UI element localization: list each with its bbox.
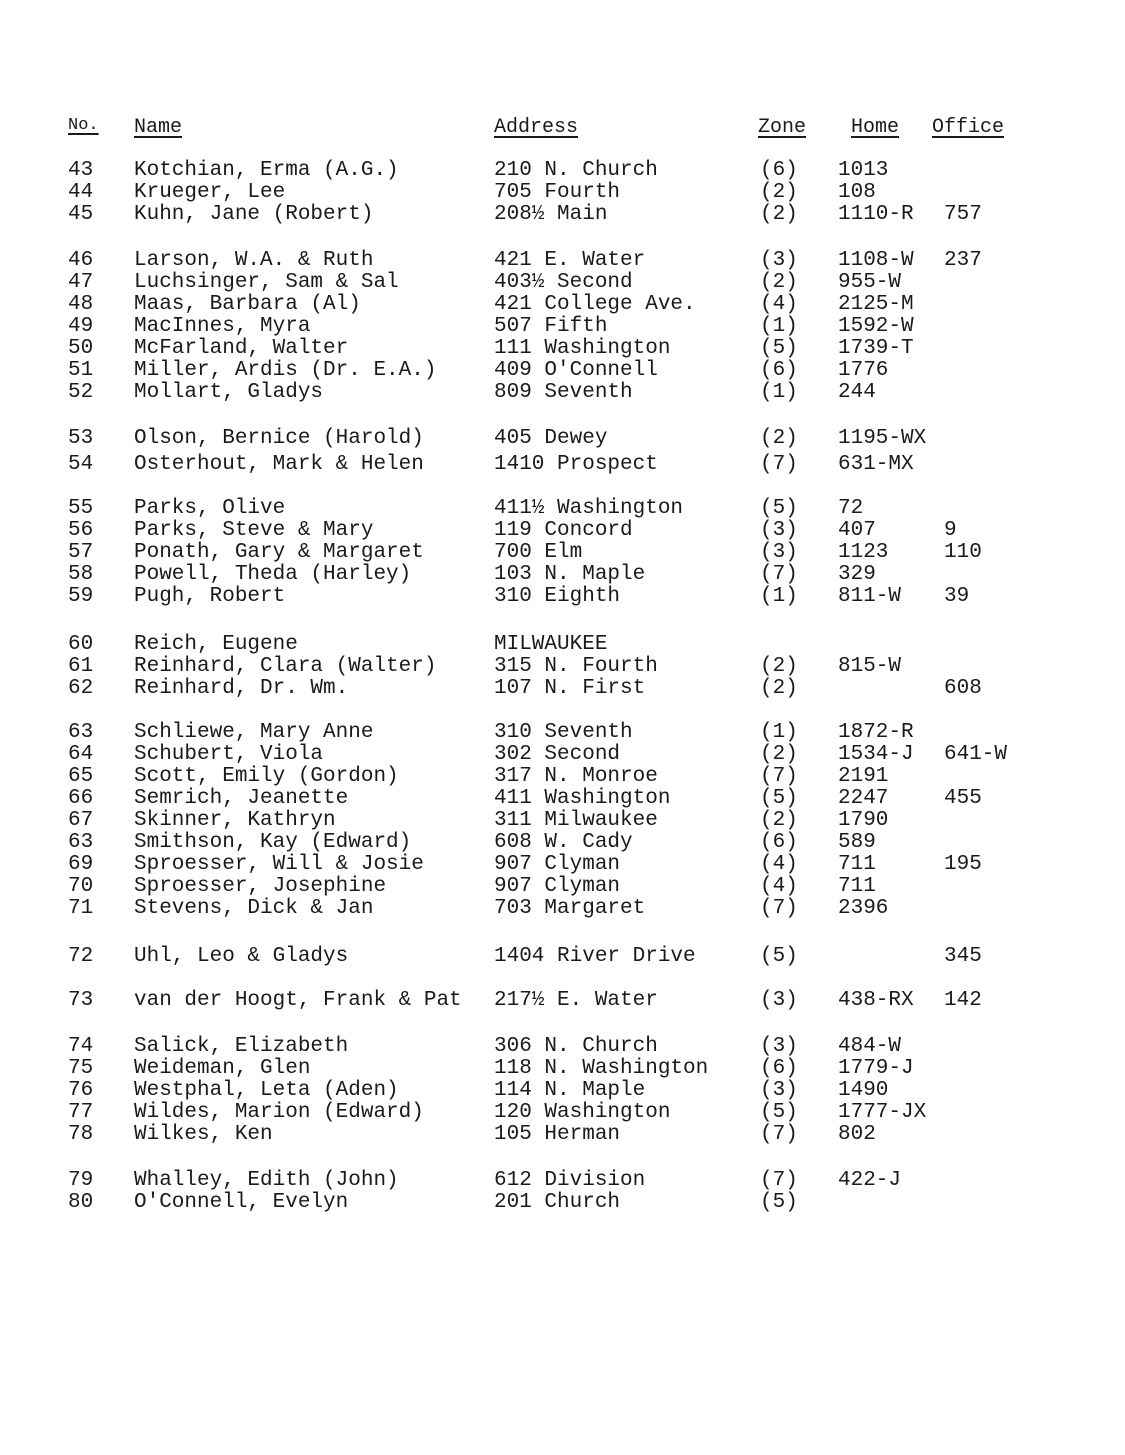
cell-no: 45	[68, 203, 94, 226]
cell-address: 700 Elm	[494, 541, 583, 564]
cell-zone: (3)	[760, 541, 798, 564]
cell-name: Stevens, Dick & Jan	[134, 897, 374, 920]
cell-zone: (5)	[760, 1191, 798, 1214]
cell-address: 409 O'Connell	[494, 359, 658, 382]
cell-home: 2247	[838, 787, 889, 810]
cell-address: 411 Washington	[494, 787, 671, 810]
cell-address: 411½ Washington	[494, 497, 684, 520]
cell-home: 484-W	[838, 1035, 902, 1058]
cell-home: 2396	[838, 897, 889, 920]
cell-home: 711	[838, 875, 876, 898]
cell-zone: (5)	[760, 945, 798, 968]
cell-zone: (3)	[760, 249, 798, 272]
cell-no: 64	[68, 743, 94, 766]
cell-name: Krueger, Lee	[134, 181, 286, 204]
directory-row	[0, 946, 1125, 968]
cell-name: Schubert, Viola	[134, 743, 324, 766]
cell-name: Skinner, Kathryn	[134, 809, 336, 832]
directory-row	[0, 766, 1125, 788]
cell-zone: (4)	[760, 875, 798, 898]
cell-no: 79	[68, 1169, 94, 1192]
cell-no: 72	[68, 945, 94, 968]
cell-name: van der Hoogt, Frank & Pat	[134, 989, 462, 1012]
cell-home: 2125-M	[838, 293, 914, 316]
cell-address: 119 Concord	[494, 519, 633, 542]
cell-no: 43	[68, 159, 94, 182]
cell-no: 75	[68, 1057, 94, 1080]
directory-row	[0, 1124, 1125, 1146]
cell-zone: (1)	[760, 721, 798, 744]
cell-home: 711	[838, 853, 876, 876]
cell-home: 1872-R	[838, 721, 914, 744]
cell-home: 815-W	[838, 655, 902, 678]
cell-zone: (5)	[760, 337, 798, 360]
cell-home: 1108-W	[838, 249, 914, 272]
cell-office: 641-W	[944, 743, 1008, 766]
header-home: Home	[851, 116, 900, 139]
cell-address: 907 Clyman	[494, 853, 621, 876]
cell-home: 1739-T	[838, 337, 914, 360]
cell-address: 907 Clyman	[494, 875, 621, 898]
cell-address: 1404 River Drive	[494, 945, 696, 968]
cell-address: 311 Milwaukee	[494, 809, 658, 832]
cell-address: 111 Washington	[494, 337, 671, 360]
directory-row	[0, 876, 1125, 898]
cell-zone: (2)	[760, 809, 798, 832]
cell-address: 405 Dewey	[494, 427, 608, 450]
cell-home: 631-MX	[838, 453, 914, 476]
directory-row	[0, 182, 1125, 204]
cell-zone: (5)	[760, 497, 798, 520]
cell-name: Parks, Olive	[134, 497, 286, 520]
cell-zone: (2)	[760, 743, 798, 766]
cell-zone: (7)	[760, 1123, 798, 1146]
cell-zone: (4)	[760, 853, 798, 876]
cell-name: Wilkes, Ken	[134, 1123, 273, 1146]
cell-zone: (6)	[760, 1057, 798, 1080]
cell-no: 44	[68, 181, 94, 204]
cell-name: Reich, Eugene	[134, 633, 298, 656]
cell-name: Kuhn, Jane (Robert)	[134, 203, 374, 226]
cell-address: 608 W. Cady	[494, 831, 633, 854]
cell-office: 110	[944, 541, 982, 564]
cell-name: Smithson, Kay (Edward)	[134, 831, 412, 854]
cell-zone: (1)	[760, 315, 798, 338]
cell-address: 107 N. First	[494, 677, 646, 700]
cell-no: 53	[68, 427, 94, 450]
cell-zone: (2)	[760, 655, 798, 678]
cell-no: 51	[68, 359, 94, 382]
cell-name: Scott, Emily (Gordon)	[134, 765, 399, 788]
cell-no: 57	[68, 541, 94, 564]
cell-home: 407	[838, 519, 876, 542]
directory-row	[0, 1102, 1125, 1124]
cell-no: 60	[68, 633, 94, 656]
cell-zone: (6)	[760, 159, 798, 182]
cell-address: 217½ E. Water	[494, 989, 658, 1012]
cell-name: Pugh, Robert	[134, 585, 286, 608]
cell-no: 73	[68, 989, 94, 1012]
cell-zone: (7)	[760, 453, 798, 476]
cell-home: 811-W	[838, 585, 902, 608]
cell-office: 195	[944, 853, 982, 876]
cell-address: 310 Eighth	[494, 585, 621, 608]
cell-zone: (3)	[760, 989, 798, 1012]
cell-address: 421 E. Water	[494, 249, 646, 272]
cell-zone: (6)	[760, 831, 798, 854]
cell-zone: (2)	[760, 427, 798, 450]
cell-name: Mollart, Gladys	[134, 381, 324, 404]
directory-row	[0, 722, 1125, 744]
directory-row	[0, 316, 1125, 338]
cell-address: 114 N. Maple	[494, 1079, 646, 1102]
cell-name: Semrich, Jeanette	[134, 787, 349, 810]
cell-home: 955-W	[838, 271, 902, 294]
header-zone: Zone	[758, 116, 807, 139]
cell-name: Whalley, Edith (John)	[134, 1169, 399, 1192]
cell-address: 118 N. Washington	[494, 1057, 709, 1080]
cell-office: 608	[944, 677, 982, 700]
cell-address: MILWAUKEE	[494, 633, 608, 656]
cell-no: 59	[68, 585, 94, 608]
cell-name: Westphal, Leta (Aden)	[134, 1079, 399, 1102]
cell-address: 208½ Main	[494, 203, 608, 226]
cell-home: 1013	[838, 159, 889, 182]
directory-row	[0, 744, 1125, 766]
cell-no: 76	[68, 1079, 94, 1102]
cell-name: Schliewe, Mary Anne	[134, 721, 374, 744]
cell-name: Reinhard, Clara (Walter)	[134, 655, 437, 678]
directory-row	[0, 898, 1125, 920]
directory-row	[0, 634, 1125, 656]
cell-office: 345	[944, 945, 982, 968]
cell-address: 302 Second	[494, 743, 621, 766]
cell-no: 62	[68, 677, 94, 700]
directory-row	[0, 520, 1125, 542]
cell-name: Olson, Bernice (Harold)	[134, 427, 424, 450]
cell-office: 455	[944, 787, 982, 810]
directory-row	[0, 788, 1125, 810]
cell-address: 103 N. Maple	[494, 563, 646, 586]
cell-address: 201 Church	[494, 1191, 621, 1214]
cell-no: 48	[68, 293, 94, 316]
cell-name: Osterhout, Mark & Helen	[134, 453, 424, 476]
directory-row	[0, 1058, 1125, 1080]
cell-no: 52	[68, 381, 94, 404]
cell-home: 1777-JX	[838, 1101, 927, 1124]
cell-address: 120 Washington	[494, 1101, 671, 1124]
cell-home: 1779-J	[838, 1057, 914, 1080]
directory-row	[0, 542, 1125, 564]
cell-zone: (3)	[760, 1079, 798, 1102]
cell-zone: (7)	[760, 563, 798, 586]
cell-home: 438-RX	[838, 989, 914, 1012]
directory-row	[0, 854, 1125, 876]
cell-zone: (1)	[760, 381, 798, 404]
cell-address: 1410 Prospect	[494, 453, 658, 476]
directory-row	[0, 678, 1125, 700]
cell-name: MacInnes, Myra	[134, 315, 311, 338]
cell-home: 802	[838, 1123, 876, 1146]
cell-name: Parks, Steve & Mary	[134, 519, 374, 542]
cell-name: Wildes, Marion (Edward)	[134, 1101, 424, 1124]
directory-row	[0, 656, 1125, 678]
cell-name: Luchsinger, Sam & Sal	[134, 271, 399, 294]
cell-address: 421 College Ave.	[494, 293, 696, 316]
directory-row	[0, 338, 1125, 360]
directory-row	[0, 1036, 1125, 1058]
directory-row	[0, 454, 1125, 476]
cell-home: 1790	[838, 809, 889, 832]
cell-name: Larson, W.A. & Ruth	[134, 249, 374, 272]
cell-office: 39	[944, 585, 970, 608]
cell-home: 1195-WX	[838, 427, 927, 450]
cell-zone: (2)	[760, 677, 798, 700]
cell-name: Maas, Barbara (Al)	[134, 293, 361, 316]
cell-home: 422-J	[838, 1169, 902, 1192]
directory-row	[0, 498, 1125, 520]
cell-name: Weideman, Glen	[134, 1057, 311, 1080]
header-address: Address	[494, 116, 579, 139]
cell-home: 1110-R	[838, 203, 914, 226]
cell-address: 306 N. Church	[494, 1035, 658, 1058]
cell-name: Sproesser, Josephine	[134, 875, 387, 898]
cell-no: 80	[68, 1191, 94, 1214]
cell-home: 244	[838, 381, 876, 404]
directory-row	[0, 810, 1125, 832]
cell-zone: (2)	[760, 203, 798, 226]
cell-address: 105 Herman	[494, 1123, 621, 1146]
directory-row	[0, 204, 1125, 226]
directory-row	[0, 382, 1125, 404]
cell-home: 108	[838, 181, 876, 204]
cell-home: 1490	[838, 1079, 889, 1102]
cell-address: 705 Fourth	[494, 181, 621, 204]
cell-no: 49	[68, 315, 94, 338]
directory-row	[0, 428, 1125, 450]
cell-zone: (3)	[760, 1035, 798, 1058]
cell-zone: (5)	[760, 1101, 798, 1124]
cell-home: 72	[838, 497, 864, 520]
cell-home: 2191	[838, 765, 889, 788]
cell-zone: (2)	[760, 181, 798, 204]
cell-name: Uhl, Leo & Gladys	[134, 945, 349, 968]
cell-address: 612 Division	[494, 1169, 646, 1192]
cell-home: 1592-W	[838, 315, 914, 338]
header-office: Office	[932, 116, 1005, 139]
cell-zone: (1)	[760, 585, 798, 608]
cell-address: 315 N. Fourth	[494, 655, 658, 678]
cell-no: 65	[68, 765, 94, 788]
cell-no: 69	[68, 853, 94, 876]
directory-row	[0, 832, 1125, 854]
directory-row	[0, 160, 1125, 182]
cell-office: 9	[944, 519, 957, 542]
cell-no: 56	[68, 519, 94, 542]
cell-name: Powell, Theda (Harley)	[134, 563, 412, 586]
cell-no: 63	[68, 721, 94, 744]
cell-zone: (7)	[760, 1169, 798, 1192]
directory-row	[0, 564, 1125, 586]
cell-address: 809 Seventh	[494, 381, 633, 404]
cell-zone: (7)	[760, 897, 798, 920]
cell-name: Ponath, Gary & Margaret	[134, 541, 424, 564]
cell-zone: (2)	[760, 271, 798, 294]
cell-home: 1534-J	[838, 743, 914, 766]
cell-home: 329	[838, 563, 876, 586]
cell-zone: (3)	[760, 519, 798, 542]
cell-no: 50	[68, 337, 94, 360]
cell-home: 589	[838, 831, 876, 854]
cell-zone: (4)	[760, 293, 798, 316]
directory-row	[0, 360, 1125, 382]
cell-address: 317 N. Monroe	[494, 765, 658, 788]
cell-no: 67	[68, 809, 94, 832]
directory-row	[0, 990, 1125, 1012]
header-no: No.	[68, 116, 99, 135]
cell-no: 54	[68, 453, 94, 476]
cell-name: Miller, Ardis (Dr. E.A.)	[134, 359, 437, 382]
directory-row	[0, 586, 1125, 608]
cell-name: Salick, Elizabeth	[134, 1035, 349, 1058]
cell-no: 63	[68, 831, 94, 854]
cell-no: 66	[68, 787, 94, 810]
directory-row	[0, 1080, 1125, 1102]
cell-name: McFarland, Walter	[134, 337, 349, 360]
cell-address: 210 N. Church	[494, 159, 658, 182]
cell-no: 61	[68, 655, 94, 678]
cell-no: 58	[68, 563, 94, 586]
cell-zone: (6)	[760, 359, 798, 382]
cell-office: 142	[944, 989, 982, 1012]
cell-home: 1776	[838, 359, 889, 382]
cell-no: 46	[68, 249, 94, 272]
cell-office: 757	[944, 203, 982, 226]
cell-address: 703 Margaret	[494, 897, 646, 920]
directory-row	[0, 272, 1125, 294]
cell-no: 78	[68, 1123, 94, 1146]
cell-address: 310 Seventh	[494, 721, 633, 744]
cell-address: 403½ Second	[494, 271, 633, 294]
cell-name: O'Connell, Evelyn	[134, 1191, 349, 1214]
cell-home: 1123	[838, 541, 889, 564]
cell-address: 507 Fifth	[494, 315, 608, 338]
cell-zone: (7)	[760, 765, 798, 788]
cell-name: Reinhard, Dr. Wm.	[134, 677, 349, 700]
directory-row	[0, 1170, 1125, 1192]
header-name: Name	[134, 116, 183, 139]
cell-no: 71	[68, 897, 94, 920]
cell-no: 70	[68, 875, 94, 898]
cell-no: 77	[68, 1101, 94, 1124]
cell-no: 47	[68, 271, 94, 294]
cell-name: Sproesser, Will & Josie	[134, 853, 424, 876]
cell-no: 55	[68, 497, 94, 520]
directory-row	[0, 1192, 1125, 1214]
directory-row	[0, 250, 1125, 272]
cell-no: 74	[68, 1035, 94, 1058]
cell-office: 237	[944, 249, 982, 272]
cell-zone: (5)	[760, 787, 798, 810]
directory-row	[0, 294, 1125, 316]
cell-name: Kotchian, Erma (A.G.)	[134, 159, 399, 182]
